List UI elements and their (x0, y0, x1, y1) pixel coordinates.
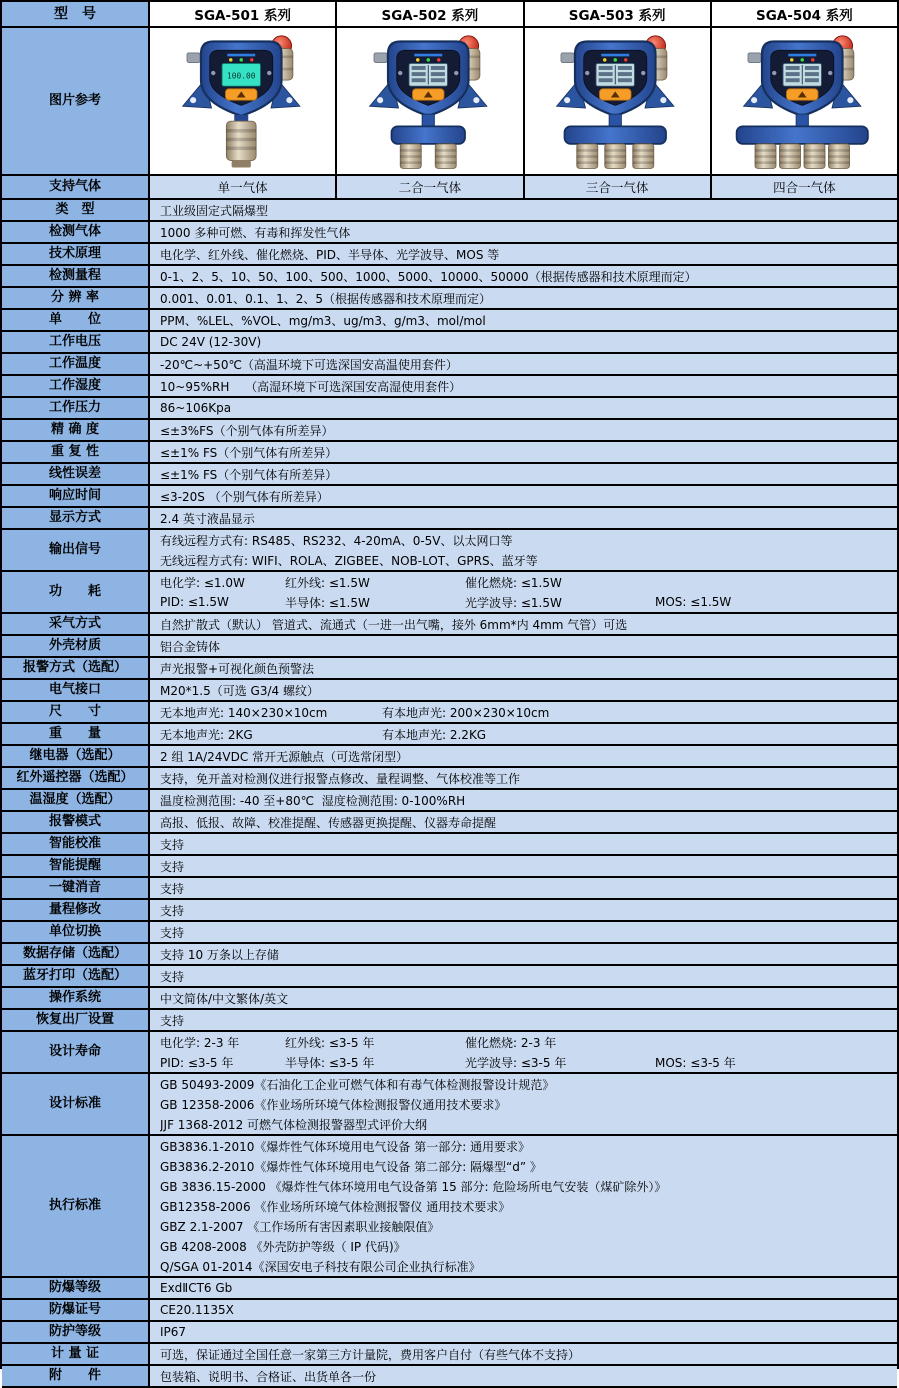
spec-row-label: 单 位 (2, 310, 150, 330)
spec-row-line: 工业级固定式隔爆型 (160, 203, 269, 218)
spec-row-segment: 电化学: ≤1.0W (160, 575, 245, 590)
spec-row-line: 自然扩散式（默认） 管道式、流通式（一进一出气嘴，接外 6mm*内 4mm 气管）可选 (160, 617, 628, 632)
spec-row-label: 恢复出厂设置 (2, 1010, 150, 1030)
spec-row (2, 702, 897, 724)
supported-gas-row (2, 176, 897, 200)
spec-row-value (150, 486, 897, 506)
gas-detector-illustration (538, 31, 696, 171)
model-name-sga-504: SGA-504 系列 (712, 2, 897, 26)
spec-row-label: 继电器（选配） (2, 746, 150, 766)
spec-row-value (150, 266, 897, 286)
spec-row-value (150, 614, 897, 634)
spec-row-line: GB 4208-2008 《外壳防护等级（ IP 代码)》 (160, 1239, 406, 1254)
spec-row-segment: 催化燃烧: 2-3 年 (465, 1035, 557, 1050)
spec-row (2, 1010, 897, 1032)
spec-row-value (150, 790, 897, 810)
gas-type-2in1: 二合一气体 (337, 176, 524, 198)
spec-row-line: 10~95%RH （高湿环境下可选深国安高湿使用套件） (160, 379, 462, 394)
spec-row (2, 288, 897, 310)
spec-row-label: 工作压力 (2, 398, 150, 418)
spec-row-label: 输出信号 (2, 530, 150, 570)
spec-row-line: 包装箱、说明书、合格证、出货单各一份 (160, 1369, 377, 1384)
gas-type-4in1: 四合一气体 (712, 176, 897, 198)
spec-row-label: 尺 寸 (2, 702, 150, 722)
spec-row-line: ≤±1% FS（个别气体有所差异） (160, 445, 338, 460)
spec-row-label: 功 耗 (2, 572, 150, 612)
spec-row-value (150, 1010, 897, 1030)
spec-row-value (150, 1366, 897, 1386)
spec-row-label: 类 型 (2, 200, 150, 220)
spec-row-line (160, 1052, 897, 1072)
spec-row-line: 支持 (160, 1013, 185, 1028)
spec-row-label: 工作电压 (2, 332, 150, 352)
gas-type-single: 单一气体 (150, 176, 337, 198)
spec-row-value (150, 636, 897, 656)
spec-row-value (150, 464, 897, 484)
spec-row-value (150, 856, 897, 876)
spec-row-value (150, 768, 897, 788)
spec-row-line: 支持 (160, 925, 185, 940)
spec-row (2, 768, 897, 790)
spec-row-segment: 光学波导: ≤3-5 年 (465, 1055, 567, 1070)
spec-row-line: 2 组 1A/24VDC 常开无源触点（可选常闭型） (160, 749, 409, 764)
spec-row-value (150, 878, 897, 898)
spec-row (2, 464, 897, 486)
spec-row-line: 无线远程方式有: WIFI、ROLA、ZIGBEE、NOB-LOT、GPRS、蓝牙等 (160, 553, 538, 568)
spec-row-line: 支持 10 万条以上存储 (160, 947, 279, 962)
spec-row (2, 398, 897, 420)
spec-row-label: 报警模式 (2, 812, 150, 832)
spec-row-line: 中文简体/中文繁体/英文 (160, 991, 289, 1006)
spec-row-line: 电化学、红外线、催化燃烧、PID、半导体、光学波导、MOS 等 (160, 247, 500, 262)
spec-row (2, 944, 897, 966)
spec-row-segment: PID: ≤1.5W (160, 595, 229, 609)
product-image-sga-503 (525, 28, 712, 174)
spec-row-line: 支持 (160, 837, 185, 852)
spec-row-label: 重 量 (2, 724, 150, 744)
gas-detector-illustration (725, 31, 883, 171)
spec-row-label: 电气接口 (2, 680, 150, 700)
spec-row-value (150, 658, 897, 678)
spec-row-value (150, 200, 897, 220)
spec-row-segment: 光学波导: ≤1.5W (465, 595, 562, 610)
product-image-sga-504 (712, 28, 897, 174)
spec-row-line: GB12358-2006 《作业场所环境气体检测报警仪 通用技术要求》 (160, 1199, 511, 1214)
spec-row (2, 834, 897, 856)
spec-row-label: 技术原理 (2, 244, 150, 264)
spec-row-label: 工作温度 (2, 354, 150, 374)
spec-row (2, 724, 897, 746)
spec-row-line (160, 572, 897, 592)
spec-row-line: 可选，保证通过全国任意一家第三方计量院，费用客户自付（有些气体不支持） (160, 1347, 581, 1362)
spec-row-value (150, 680, 897, 700)
model-name-sga-503: SGA-503 系列 (525, 2, 712, 26)
product-image-sga-502 (337, 28, 524, 174)
spec-row-value (150, 1278, 897, 1298)
spec-row (2, 988, 897, 1010)
spec-row (2, 310, 897, 332)
spec-row-label: 红外遥控器（选配） (2, 768, 150, 788)
spec-row-line (160, 592, 897, 612)
spec-row (2, 812, 897, 834)
gas-detector-illustration (351, 31, 509, 171)
spec-row-line: 声光报警+可视化颜色预警法 (160, 661, 315, 676)
spec-row-value (150, 900, 897, 920)
spec-row-label: 计 量 证 (2, 1344, 150, 1364)
spec-row (2, 1032, 897, 1074)
spec-row-label: 蓝牙打印（选配） (2, 966, 150, 986)
spec-row-line (160, 724, 897, 744)
spec-row-line (160, 1032, 897, 1052)
spec-row-line: 铝合金铸体 (160, 639, 221, 654)
spec-row-line: IP67 (160, 1325, 187, 1339)
spec-row-label: 精 确 度 (2, 420, 150, 440)
spec-row-label: 防爆证号 (2, 1300, 150, 1320)
spec-row-line: DC 24V (12-30V) (160, 335, 262, 349)
spec-row-line: 0-1、2、5、10、50、100、500、1000、5000、10000、50000（根据传感器和技术原理而定） (160, 269, 697, 284)
spec-row-segment: 无本地声光: 140×230×10cm (160, 705, 328, 720)
spec-row (2, 900, 897, 922)
spec-row-line: 高报、低报、故障、校准提醒、传感器更换提醒、仪器寿命提醒 (160, 815, 497, 830)
spec-row-label: 设计寿命 (2, 1032, 150, 1072)
spec-row (2, 966, 897, 988)
spec-row-label: 分 辨 率 (2, 288, 150, 308)
spec-row-label: 防爆等级 (2, 1278, 150, 1298)
spec-row (2, 1344, 897, 1366)
spec-row (2, 1074, 897, 1136)
spec-row-label: 检测气体 (2, 222, 150, 242)
spec-row-line (160, 702, 897, 722)
spec-row-label: 线性误差 (2, 464, 150, 484)
spec-row-value (150, 1136, 897, 1276)
spec-row-value (150, 944, 897, 964)
spec-row (2, 200, 897, 222)
spec-row-value (150, 966, 897, 986)
spec-row-line: ExdⅡCT6 Gb (160, 1281, 233, 1295)
spec-row-value (150, 244, 897, 264)
spec-row-label: 操作系统 (2, 988, 150, 1008)
spec-row (2, 746, 897, 768)
spec-row-line: -20℃~+50℃（高温环境下可选深国安高温使用套件） (160, 357, 458, 372)
spec-row-label: 数据存储（选配） (2, 944, 150, 964)
spec-row-value (150, 988, 897, 1008)
spec-row-segment: 红外线: ≤1.5W (285, 575, 370, 590)
spec-row (2, 636, 897, 658)
spec-row-label: 工作湿度 (2, 376, 150, 396)
spec-row-line: 支持 (160, 903, 185, 918)
spec-row-segment: MOS: ≤1.5W (655, 595, 732, 609)
spec-row-segment: 半导体: ≤1.5W (285, 595, 370, 610)
spec-row-line: GB 12358-2006《作业场所环境气体检测报警仪通用技术要求》 (160, 1097, 507, 1112)
spec-row-value (150, 310, 897, 330)
spec-row-value (150, 222, 897, 242)
spec-row-line: CE20.1135X (160, 1303, 234, 1317)
spec-row (2, 922, 897, 944)
spec-row-value (150, 508, 897, 528)
spec-row (2, 244, 897, 266)
spec-row-label: 一键消音 (2, 878, 150, 898)
spec-row-label: 附 件 (2, 1366, 150, 1386)
spec-row-line: 支持 (160, 881, 185, 896)
spec-row-line: 支持 (160, 859, 185, 874)
spec-row-segment: 电化学: 2-3 年 (160, 1035, 240, 1050)
spec-row-value (150, 724, 897, 744)
spec-row-line: GBZ 2.1-2007 《工作场所有害因素职业接触限值》 (160, 1219, 440, 1234)
spec-row-segment: 无本地声光: 2KG (160, 727, 253, 742)
spec-row (2, 530, 897, 572)
spec-row (2, 680, 897, 702)
spec-row-value (150, 398, 897, 418)
spec-row (2, 614, 897, 636)
spec-row-segment: 催化燃烧: ≤1.5W (465, 575, 562, 590)
spec-row-line: GB3836.1-2010《爆炸性气体环境用电气设备 第一部分: 通用要求》 (160, 1139, 531, 1154)
spec-row-line: Q/SGA 01-2014《深国安电子科技有限公司企业执行标准》 (160, 1259, 481, 1274)
spec-row (2, 1366, 897, 1388)
spec-row-segment: 有本地声光: 2.2KG (382, 727, 487, 742)
spec-row-label: 智能提醒 (2, 856, 150, 876)
model-header-row (2, 2, 897, 28)
spec-row-label: 外壳材质 (2, 636, 150, 656)
spec-row-value (150, 376, 897, 396)
spec-row-line: 2.4 英寸液晶显示 (160, 511, 255, 526)
spec-row-line: 1000 多种可燃、有毒和挥发性气体 (160, 225, 351, 240)
model-name-sga-501: SGA-501 系列 (150, 2, 337, 26)
spec-row-label: 响应时间 (2, 486, 150, 506)
spec-row-segment: 红外线: ≤3-5 年 (285, 1035, 375, 1050)
spec-row-value (150, 288, 897, 308)
spec-row (2, 1278, 897, 1300)
spec-row (2, 878, 897, 900)
spec-row-value (150, 922, 897, 942)
spec-row (2, 354, 897, 376)
spec-row-value (150, 1032, 897, 1072)
spec-row-value (150, 1344, 897, 1364)
spec-row (2, 508, 897, 530)
spec-row-segment: 半导体: ≤3-5 年 (285, 1055, 375, 1070)
spec-row-line: ≤3-20S （个别气体有所差异） (160, 489, 329, 504)
spec-row-label: 防护等级 (2, 1322, 150, 1342)
spec-row-line: GB3836.2-2010《爆炸性气体环境用电气设备 第二部分: 隔爆型“d” 》 (160, 1159, 542, 1174)
spec-row-label: 执行标准 (2, 1136, 150, 1276)
spec-row-line: ≤±3%FS（个别气体有所差异） (160, 423, 334, 438)
gas-row-label: 支持气体 (2, 176, 150, 198)
spec-row-value (150, 702, 897, 722)
spec-row-line: M20*1.5（可选 G3/4 螺纹） (160, 683, 319, 698)
spec-row-label: 智能校准 (2, 834, 150, 854)
spec-row-label: 单位切换 (2, 922, 150, 942)
spec-row-line: GB 50493-2009《石油化工企业可燃气体和有毒气体检测报警设计规范》 (160, 1077, 555, 1092)
spec-row-label: 采气方式 (2, 614, 150, 634)
spec-row-label: 报警方式（选配） (2, 658, 150, 678)
spec-row-line: 86~106Kpa (160, 401, 232, 415)
spec-row-value (150, 1074, 897, 1134)
spec-row-value (150, 1300, 897, 1320)
image-row-label: 图片参考 (2, 28, 150, 174)
spec-row (2, 486, 897, 508)
spec-row-line: 0.001、0.01、0.1、1、2、5（根据传感器和技术原理而定） (160, 291, 492, 306)
spec-row (2, 376, 897, 398)
spec-row (2, 266, 897, 288)
spec-row-line: PPM、%LEL、%VOL、mg/m3、ug/m3、g/m3、mol/mol (160, 313, 486, 328)
spec-row-segment: MOS: ≤3-5 年 (655, 1055, 736, 1070)
model-name-sga-502: SGA-502 系列 (337, 2, 524, 26)
spec-row (2, 332, 897, 354)
spec-row-value (150, 1322, 897, 1342)
model-header-label: 型 号 (2, 2, 150, 26)
spec-row-line: 支持 (160, 969, 185, 984)
spec-row (2, 1136, 897, 1278)
spec-row-label: 设计标准 (2, 1074, 150, 1134)
spec-row-label: 重 复 性 (2, 442, 150, 462)
spec-row-value (150, 746, 897, 766)
spec-row (2, 1322, 897, 1344)
spec-row-value (150, 834, 897, 854)
spec-row-line: ≤±1% FS（个别气体有所差异） (160, 467, 338, 482)
spec-row-value (150, 572, 897, 612)
spec-row (2, 572, 897, 614)
gas-detector-illustration (164, 31, 322, 171)
spec-row (2, 856, 897, 878)
spec-row-line: GB 3836.15-2000 《爆炸性气体环境用电气设备第 15 部分: 危险场所电气安装（煤矿除外）》 (160, 1179, 667, 1194)
spec-row (2, 420, 897, 442)
svg-text:100.00: 100.00 (226, 71, 256, 81)
spec-row-line: 温度检测范围: -40 至+80℃ 湿度检测范围: 0-100%RH (160, 793, 466, 808)
spec-row-line: 支持，免开盖对检测仪进行报警点修改、量程调整、气体校准等工作 (160, 771, 521, 786)
spec-row-value (150, 812, 897, 832)
spec-row (2, 222, 897, 244)
spec-row-value (150, 420, 897, 440)
spec-row (2, 1300, 897, 1322)
spec-row-label: 量程修改 (2, 900, 150, 920)
product-image-row (2, 28, 897, 176)
spec-row-value (150, 354, 897, 374)
spec-row-label: 显示方式 (2, 508, 150, 528)
spec-row-value (150, 332, 897, 352)
spec-row-segment: 有本地声光: 200×230×10cm (382, 705, 550, 720)
spec-row (2, 442, 897, 464)
spec-row-value (150, 530, 897, 570)
spec-row-value (150, 442, 897, 462)
spec-row (2, 658, 897, 680)
spec-row-segment: PID: ≤3-5 年 (160, 1055, 234, 1070)
gas-type-3in1: 三合一气体 (525, 176, 712, 198)
spec-row (2, 790, 897, 812)
spec-row-label: 温湿度（选配） (2, 790, 150, 810)
product-image-sga-501 (150, 28, 337, 174)
spec-row-label: 检测量程 (2, 266, 150, 286)
spec-row-line: 有线远程方式有: RS485、RS232、4-20mA、0-5V、以太网口等 (160, 533, 513, 548)
spec-row-line: JJF 1368-2012 可燃气体检测报警器型式评价大纲 (160, 1117, 428, 1132)
